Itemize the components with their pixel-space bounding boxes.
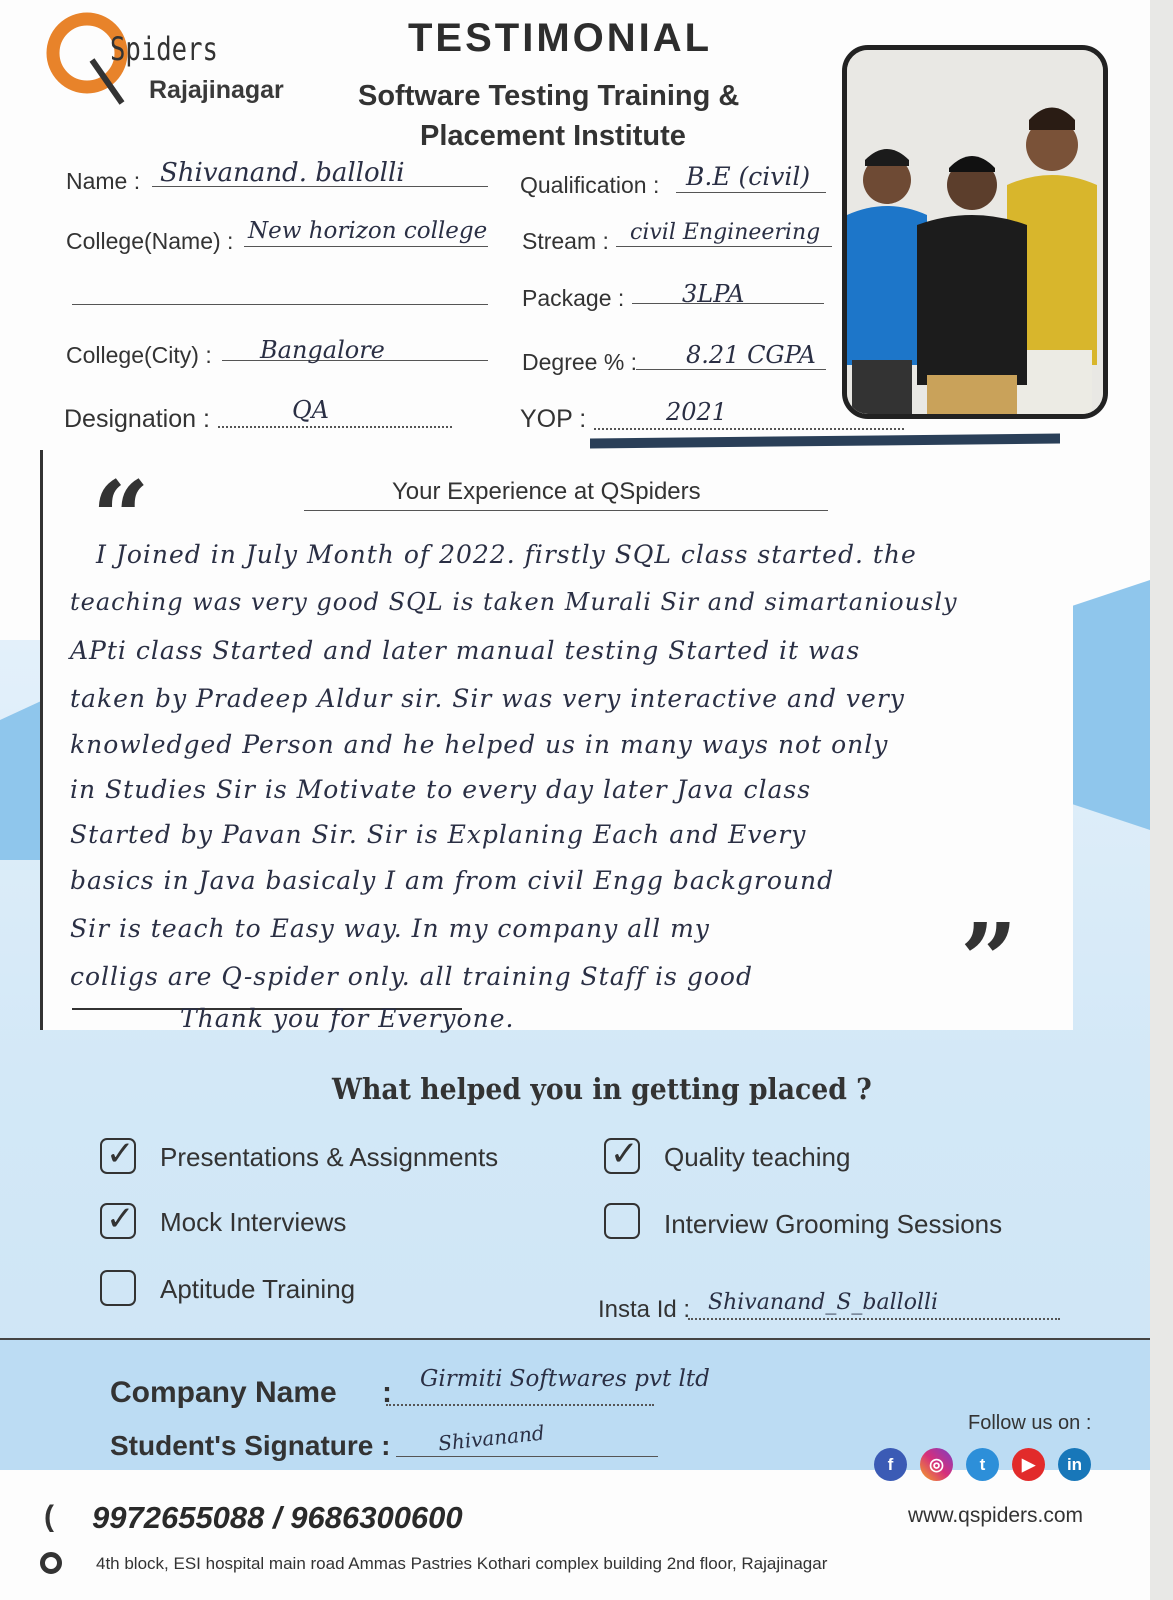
experience-line: Started by Pavan Sir. Sir is Explaning Each and Every [70, 820, 807, 849]
company-underline [386, 1404, 654, 1406]
company-colon: : [382, 1376, 392, 1409]
experience-line: basics in Java basicaly I am from civil Engg background [70, 866, 835, 895]
qualification-value: B.E (civil) [686, 162, 811, 191]
experience-line: in Studies Sir is Motivate to every day later Java class [70, 775, 812, 804]
name-label: Name : [66, 168, 141, 194]
insta-underline [688, 1318, 1060, 1320]
stream-value: civil Engineering [630, 220, 821, 245]
website-link[interactable]: www.qspiders.com [908, 1504, 1084, 1527]
experience-line: APti class Started and later manual testing Started it was [70, 636, 861, 665]
college-name-value: New horizon college [248, 218, 488, 244]
degree-value: 8.21 CGPA [686, 341, 816, 369]
qualification-label: Qualification : [520, 172, 660, 198]
experience-line: colligs are Q-spider only. all training Staff is good [70, 962, 753, 991]
experience-line: Thank you for Everyone. [180, 1004, 515, 1033]
checkbox-interview-grooming[interactable] [604, 1203, 640, 1239]
twitter-icon[interactable]: t [966, 1448, 999, 1481]
subtitle-line2: Placement Institute [420, 120, 686, 152]
facebook-icon[interactable]: f [874, 1448, 907, 1481]
insta-value: Shivanand_S_ballolli [708, 1290, 939, 1315]
college-city-label: College(City) : [66, 342, 212, 368]
experience-line: teaching was very good SQL is taken Murali Sir and simartaniously [70, 588, 958, 616]
college-name-label: College(Name) : [66, 228, 234, 254]
qspiders-logo [42, 8, 292, 118]
package-label: Package : [522, 285, 625, 311]
college-city-value: Bangalore [260, 336, 385, 364]
decorative-bar [590, 434, 1060, 449]
signature-underline [396, 1456, 658, 1457]
college-name-underline [244, 246, 488, 247]
checkmark-icon: ✓ [610, 1134, 639, 1174]
option-aptitude-training-label: Aptitude Training [160, 1274, 356, 1304]
checkmark-icon: ✓ [106, 1199, 135, 1239]
signature-label: Student's Signature : [110, 1430, 391, 1461]
option-quality-teaching-label: Quality teaching [664, 1142, 851, 1172]
checkmark-icon: ✓ [106, 1134, 135, 1174]
experience-line: Sir is teach to Easy way. In my company all my [70, 914, 710, 943]
designation-label: Designation : [64, 405, 210, 433]
option-presentations-label: Presentations & Assignments [160, 1142, 499, 1172]
checkbox-presentations[interactable] [100, 1134, 136, 1174]
experience-heading-underline [304, 510, 828, 511]
brand-branch: Rajajinagar [149, 76, 284, 104]
stream-underline [616, 246, 832, 247]
blank-underline [72, 304, 488, 305]
youtube-icon[interactable]: ▶ [1012, 1448, 1045, 1481]
phone-icon: ( [44, 1500, 54, 1533]
designation-value: QA [292, 396, 330, 424]
yop-value: 2021 [666, 398, 728, 426]
checkbox-mock-interviews[interactable] [100, 1199, 136, 1239]
checkbox-quality-teaching[interactable] [604, 1134, 640, 1174]
follow-label: Follow us on : [968, 1412, 1092, 1434]
name-value: Shivanand. ballolli [160, 158, 405, 188]
placement-question: What helped you in getting placed ? [332, 1072, 872, 1106]
open-quote-icon: “ [92, 459, 150, 577]
qualification-underline [676, 192, 826, 193]
linkedin-icon[interactable]: in [1058, 1448, 1091, 1481]
experience-heading: Your Experience at QSpiders [392, 478, 701, 505]
experience-line: I Joined in July Month of 2022. firstly SQL class started. the [96, 540, 917, 569]
subtitle-line1: Software Testing Training & [358, 80, 740, 112]
experience-line: taken by Pradeep Aldur sir. Sir was very interactive and very [70, 684, 905, 713]
address: 4th block, ESI hospital main road Ammas Pastries Kothari complex building 2nd floor, Rajajinagar [96, 1554, 828, 1573]
company-value: Girmiti Softwares pvt ltd [420, 1366, 710, 1392]
signature-value: Shivanand [437, 1420, 546, 1456]
checkbox-aptitude-training[interactable] [100, 1270, 136, 1306]
option-mock-interviews-label: Mock Interviews [160, 1207, 347, 1237]
yop-label: YOP : [520, 405, 587, 433]
degree-underline [636, 369, 826, 370]
brand-name: Spiders [110, 30, 218, 68]
page-edge [1150, 0, 1173, 1600]
student-photo [842, 45, 1108, 419]
option-interview-grooming-label: Interview Grooming Sessions [664, 1209, 1003, 1239]
location-icon [40, 1552, 62, 1574]
package-value: 3LPA [682, 280, 745, 308]
stream-label: Stream : [522, 228, 609, 254]
yop-underline [594, 428, 904, 430]
designation-underline [218, 426, 452, 428]
phone-numbers: 9972655088 / 9686300600 [92, 1500, 463, 1535]
degree-label: Degree % : [522, 349, 638, 375]
instagram-icon[interactable]: ◎ [920, 1448, 953, 1481]
close-quote-icon: ” [960, 901, 1018, 1019]
insta-label: Insta Id : [598, 1296, 691, 1323]
company-label: Company Name [110, 1376, 337, 1409]
page-title: TESTIMONIAL [408, 16, 713, 60]
experience-line: knowledged Person and he helped us in many ways not only [70, 730, 889, 759]
